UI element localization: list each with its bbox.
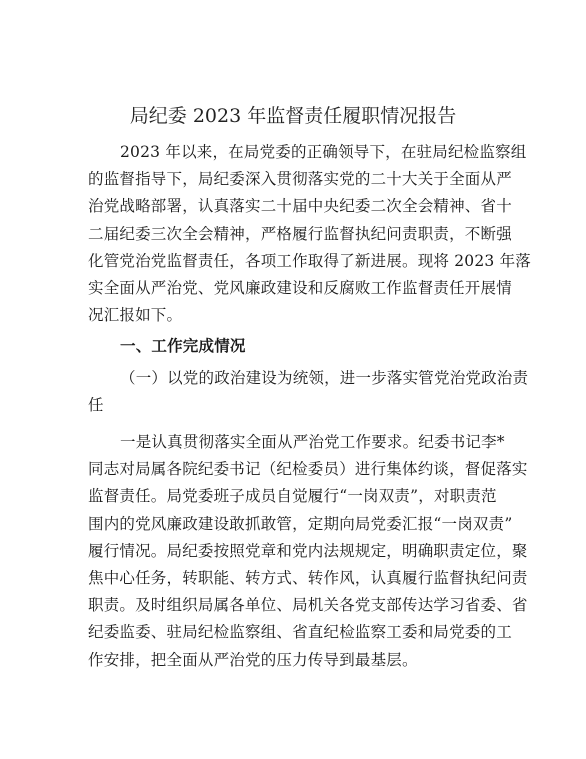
- section-heading-block: [88, 336, 500, 356]
- body-line: 履行情况。局纪委按照党章和党内法规规定，明确职责定位，聚: [88, 541, 528, 560]
- subsection-heading-line: 任: [88, 396, 104, 415]
- section-heading: 一、工作完成情况: [120, 336, 246, 355]
- body-line: 监督责任。局党委班子成员自觉履行“一岗双责”，对职责范: [88, 487, 497, 506]
- body-line: 焦中心任务，转职能、转方式、转作风，认真履行监督执纪问责: [88, 568, 528, 587]
- body-line: 纪委监委、驻局纪检监察组、省直纪检监察工委和局党委的工: [88, 623, 512, 642]
- body-line: 一是认真贯彻落实全面从严治党工作要求。纪委书记李*: [120, 433, 505, 451]
- intro-line: 况汇报如下。: [88, 306, 183, 325]
- intro-line: 的监督指导下，局纪委深入贯彻落实党的二十大关于全面从严: [88, 170, 512, 189]
- body-line: 围内的党风廉政建设敢抓敢管，定期向局党委汇报“一岗双责”: [88, 514, 513, 533]
- subsection-heading-line: （一）以党的政治建设为统领，进一步落实管党治党政治责: [120, 369, 529, 387]
- intro-line: 2023 年以来，在局党委的正确领导下，在驻局纪检监察组: [120, 143, 527, 161]
- body-line: 职责。及时组织局属各单位、局机关各党支部传达学习省委、省: [88, 596, 528, 615]
- intro-line: 实全面从严治党、党风廉政建设和反腐败工作监督责任开展情: [88, 278, 512, 297]
- subsection-heading-block: [88, 368, 529, 422]
- body-line: 作安排，把全面从严治党的压力传导到最基层。: [88, 650, 418, 669]
- intro-paragraph: [88, 142, 532, 332]
- intro-line: 化管党治党监督责任，各项工作取得了新进展。现将 2023 年落: [88, 251, 532, 270]
- intro-line: 治党战略部署，认真落实二十届中央纪委二次全会精神、省十: [88, 197, 512, 216]
- body-paragraph: [88, 432, 528, 677]
- body-line: 同志对局属各院纪委书记（纪检委员）进行集体约谈，督促落实: [88, 460, 528, 479]
- document-title: 局纪委 2023 年监督责任履职情况报告: [129, 105, 457, 127]
- intro-line: 二届纪委三次全会精神，严格履行监督执纪问责职责，不断强: [88, 224, 512, 243]
